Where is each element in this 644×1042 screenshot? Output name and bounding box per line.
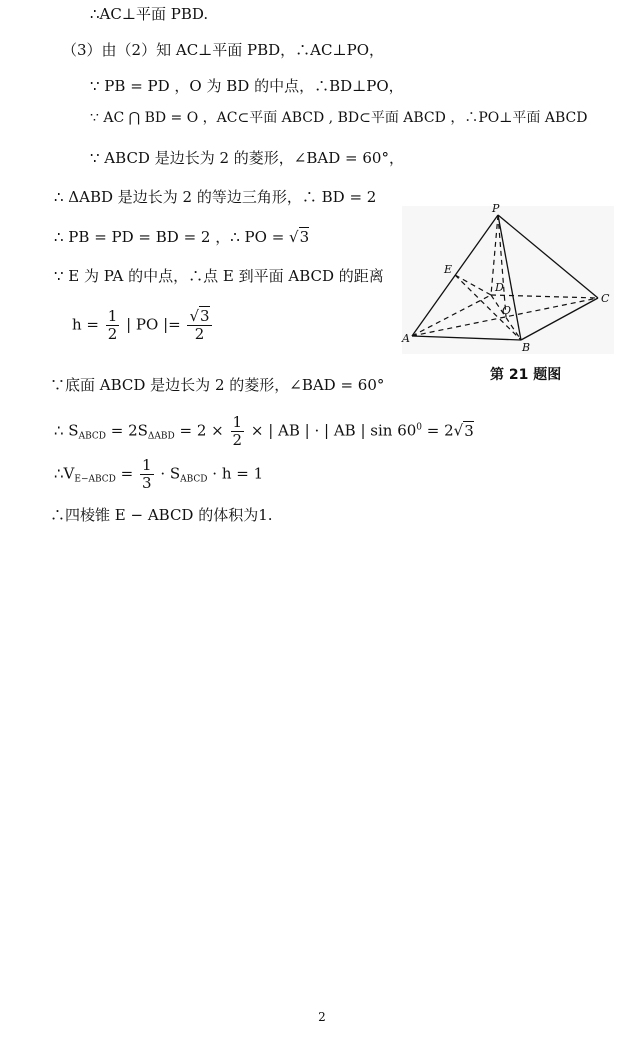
text-line-12: $\therefore V_{E-ABCD}$ = $\frac{1}{3}$ · $S_{ABCD} \cdot h = 1$: [54, 456, 264, 492]
sqrt-3: 3: [299, 228, 310, 246]
text-line-10: ∵底面 ABCD 是边长为 2 的菱形，∠BAD = 60°: [50, 376, 385, 394]
label-C: C: [601, 292, 610, 305]
text-line-2: （3）由（2）知 AC⊥平面 PBD，∴AC⊥PO，: [62, 41, 384, 59]
text-line-1: ∴AC⊥平面 PBD.: [90, 5, 209, 23]
label-E: E: [444, 263, 453, 276]
text-line-9: h = $\frac{1}{2}$ | PO |= $\frac{√3}{2}$: [72, 307, 210, 343]
text-line-8: ∵ E 为 PA 的中点，∴点 E 到平面 ABCD 的距离: [54, 267, 384, 285]
label-D: D: [495, 281, 504, 294]
text-line-4: ∵ AC ⋂ BD = O ，AC⊂平面 ABCD , BD⊂平面 ABCD ，∴PO⊥平面 ABCD: [90, 110, 588, 126]
page-number: 2: [318, 1010, 326, 1024]
fraction-sqrt3-over-2: $\frac{√3}{2}$: [189, 307, 210, 343]
label-O: O: [502, 304, 512, 317]
label-A: A: [402, 332, 410, 345]
text-line-11: ∴ $S_{ABCD} = 2S_{\Delta ABD} = 2$ × $\frac{1}{2}$ × | AB | · | AB | $\sin 60^0 = 2√3$: [54, 413, 474, 449]
fraction-half-2: $\frac{1}{2}$: [232, 413, 243, 449]
text-line-3: ∵ PB = PD ，O 为 BD 的中点，∴BD⊥PO，: [90, 77, 404, 95]
label-B: B: [522, 341, 531, 354]
text-line-6: ∴ ΔABD 是边长为 2 的等边三角形，∴ BD = 2: [54, 188, 377, 206]
text-line-7: ∴ PB = PD = BD = 2 ，∴ PO = √3: [54, 228, 310, 246]
figure-caption: 第 21 题图: [490, 367, 562, 383]
fraction-half: $\frac{1}{2}$: [107, 307, 118, 343]
pyramid-figure: [398, 200, 616, 360]
text-line-5: ∵ ABCD 是边长为 2 的菱形，∠BAD = 60°，: [90, 149, 404, 167]
label-P: P: [492, 202, 500, 215]
text-line-13: ∴四棱锥 E − ABCD 的体积为1.: [50, 506, 273, 524]
fraction-third: $\frac{1}{3}$: [142, 456, 152, 492]
